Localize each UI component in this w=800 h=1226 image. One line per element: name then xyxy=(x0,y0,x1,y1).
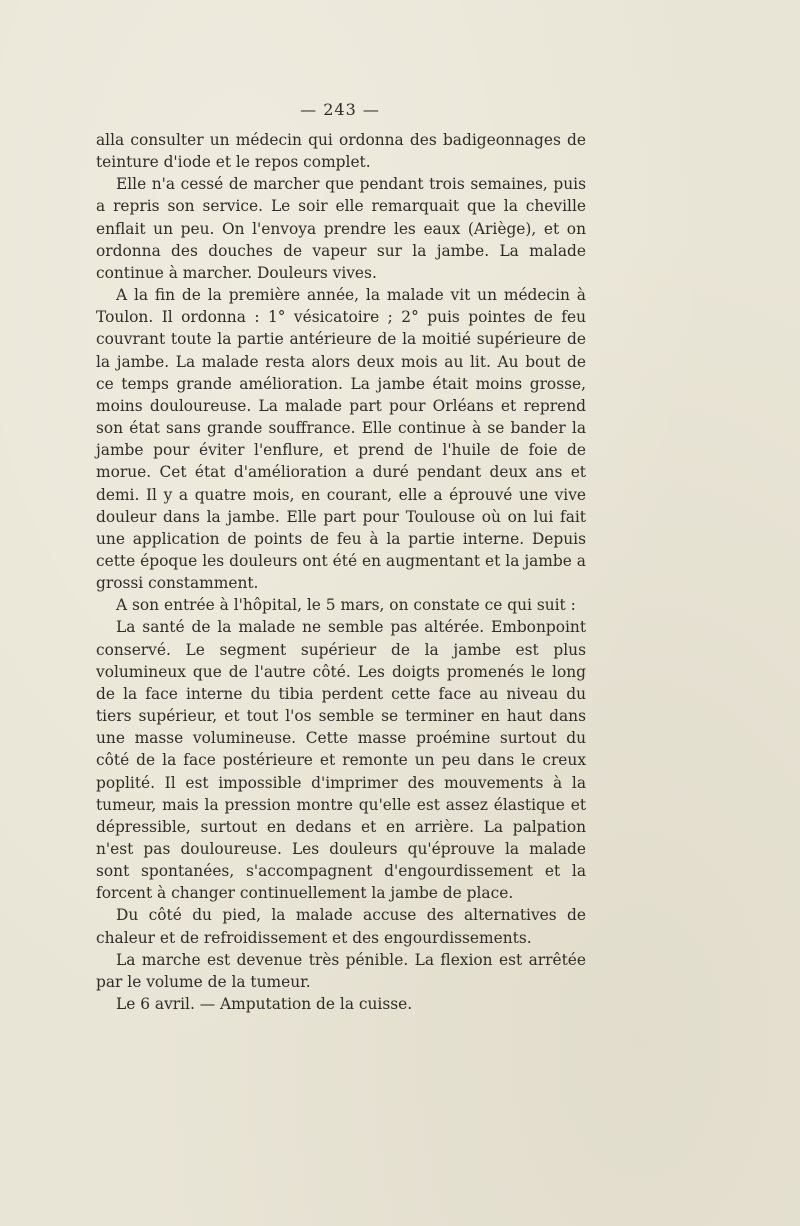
paragraph-6: Du côté du pied, la malade accuse des alternatives de chaleur et de refroidissement et des engourdissements. xyxy=(96,906,586,947)
body-text xyxy=(96,129,586,1015)
paragraph-7: La marche est devenue très pénible. La flexion est arrêtée par le volume de la tumeur. xyxy=(96,950,586,991)
paragraph-4: A son entrée à l'hôpital, le 5 mars, on constate ce qui suit : xyxy=(116,596,576,615)
paragraph-1: alla consulter un médecin qui ordonna des badigeonnages de teinture d'iode et le repos complet. xyxy=(96,131,586,172)
page-number: — 243 — xyxy=(300,100,380,119)
paragraph-8: Le 6 avril. — Amputation de la cuisse. xyxy=(116,995,413,1014)
paragraph-5: La santé de la malade ne semble pas altérée. Embonpoint conservé. Le segment supérieur de la jambe est plus volumineux que de l'autre côté. Les doigts promenés le long de la face interne du tibia perdent cette face au niveau du tiers supérieur, et tout l'os semble se terminer en haut dans une masse volumineuse. Cette masse proémine surtout du côté de la face postérieure et remonte un peu dans le creux poplité. Il est impossible d'imprimer des mouvements à la tumeur, mais la pression montre qu'elle est assez élastique et dépressible, surtout en dedans et en arrière. La palpation n'est pas douloureuse. Les douleurs qu'éprouve la malade sont spontanées, s'accompagnent d'engourdissement et la forcent à changer continuellement la jambe de place. xyxy=(96,618,586,903)
paragraph-2: Elle n'a cessé de marcher que pendant trois semaines, puis a repris son service. Le soir elle remarquait que la cheville enflait un peu. On l'envoya prendre les eaux (Ariège), et on ordonna des douches de vapeur sur la jambe. La malade continue à marcher. Douleurs vives. xyxy=(96,175,586,282)
paragraph-3: A la fin de la première année, la malade vit un médecin à Toulon. Il ordonna : 1° vésicatoire ; 2° puis pointes de feu couvrant toute la partie antérieure de la moitié supérieure de la jambe. La malade resta alors deux mois au lit. Au bout de ce temps grande amélioration. La jambe était moins grosse, moins douloureuse. La malade part pour Orléans et reprend son état sans grande souffrance. Elle continue à se bander la jambe pour éviter l'enflure, et prend de l'huile de foie de morue. Cet état d'amélioration a duré pendant deux ans et demi. Il y a quatre mois, en courant, elle a éprouvé une vive douleur dans la jambe. Elle part pour Toulouse où on lui fait une application de points de feu à la partie interne. Depuis cette époque les douleurs ont été en augmentant et la jambe a grossi constamment. xyxy=(96,286,586,593)
